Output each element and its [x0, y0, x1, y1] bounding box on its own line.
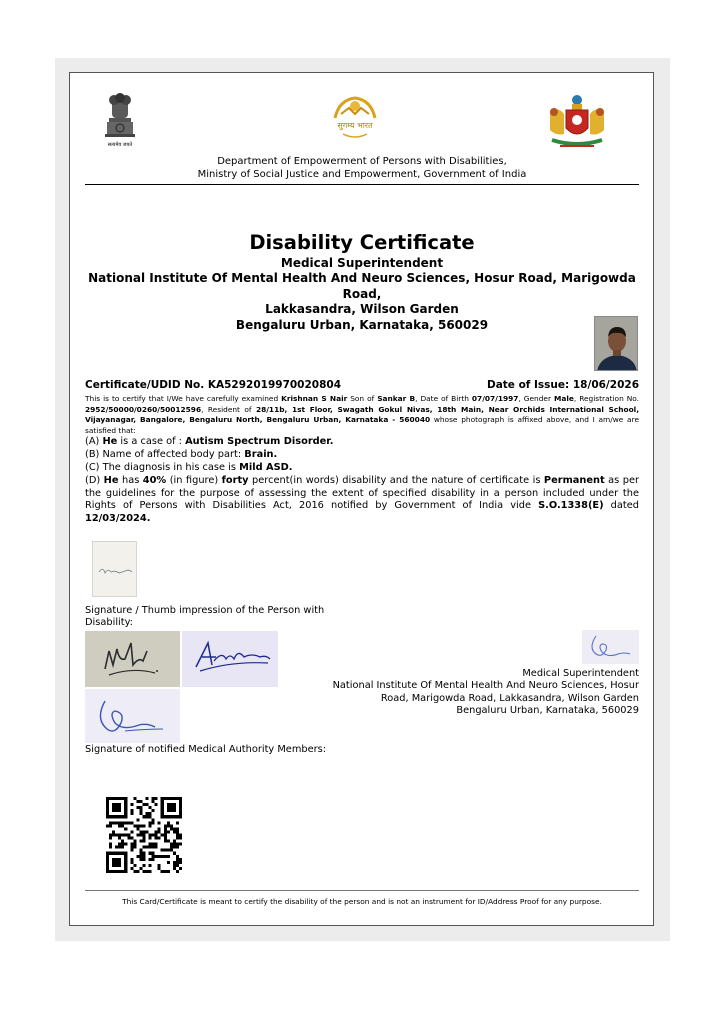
item-d [85, 475, 639, 525]
certificate-nature: Permanent [543, 475, 605, 486]
text: dated [603, 500, 639, 512]
applicant-photo [594, 316, 638, 371]
text: is a case of : [117, 436, 186, 447]
ms-title: Medical Superintendent [522, 668, 639, 679]
gender: Male [553, 394, 574, 403]
text: , Date of Birth [415, 394, 472, 403]
member-signature-3 [85, 689, 180, 743]
item-c [85, 462, 639, 474]
institute-line: Lakkasandra, Wilson Garden [265, 302, 459, 316]
text: has [118, 475, 143, 486]
ms-address-line: Bengaluru Urban, Karnataka, 560029 [456, 704, 639, 716]
footer-divider [85, 890, 639, 891]
disability-percent: 40% [142, 475, 167, 486]
registration-number: 2952/50000/0260/50012596 [85, 404, 202, 414]
issue-date: Date of Issue: 18/06/2026 [486, 379, 639, 391]
footer-note: This Card/Certificate is meant to certify the disability of the person and is not an instrument for ID/Address Proof for any purpose. [122, 897, 602, 906]
authority-title: Medical Superintendent [280, 256, 444, 270]
certification-paragraph [85, 394, 639, 436]
medical-superintendent-signature [582, 630, 639, 664]
text: (in figure) [166, 475, 222, 486]
text: This is to certify that I/We have carefully examined [85, 394, 282, 403]
karnataka-emblem-icon [542, 92, 612, 154]
text: Son of [347, 394, 378, 403]
father-name: Sankar B [377, 394, 416, 403]
institute-line: Bengaluru Urban, Karnataka, 560029 [235, 317, 489, 332]
text: , Resident of [201, 404, 256, 414]
text: (C) The diagnosis in his case is [85, 462, 240, 473]
svg-text:सत्यमेव जयते: सत्यमेव जयते [107, 142, 133, 148]
person-signature-label: Signature / Thumb impression of the Person with Disability: [85, 605, 325, 629]
diagnosis-condition: Autism Spectrum Disorder. [185, 436, 334, 447]
text: , Registration No. [573, 394, 639, 403]
text: as per the guidelines for the purpose of assessing the extent of specified disability in a person included under the Rights of Persons with Disabilities Act, 2016 notified by Government of India vide [85, 475, 640, 512]
affected-body-part: Brain. [244, 449, 278, 460]
text: (A) [85, 436, 103, 447]
text: percent(in words) disability and the nature of certificate is [248, 475, 544, 486]
medical-superintendent-block [330, 668, 639, 717]
diagnosis: Mild ASD. [239, 462, 293, 473]
notification-date: 12/03/2024. [85, 512, 151, 524]
ashoka-emblem-icon [100, 92, 140, 150]
pronoun: He [102, 436, 118, 447]
person-name: Krishnan S Nair [281, 394, 348, 403]
svg-text:सुगम्य भारत: सुगम्य भारत [337, 121, 373, 130]
member-signature-1 [85, 631, 180, 687]
date-of-birth: 07/07/1997 [471, 394, 519, 403]
pronoun: He [103, 475, 119, 486]
institute-line: National Institute Of Mental Health And Neuro Sciences, Hosur Road, Marigowda Road, [88, 271, 636, 301]
institute-address [82, 271, 642, 333]
department-header [85, 155, 639, 181]
department-line: Department of Empowerment of Persons with Disabilities, [217, 156, 507, 167]
notification-number: S.O.1338(E) [538, 500, 604, 512]
text: , Gender [518, 394, 554, 403]
authority-signature-label: Signature of notified Medical Authority Members: [85, 744, 327, 755]
header-divider [85, 184, 639, 185]
item-a [85, 436, 639, 448]
disability-percent-words: forty [221, 475, 249, 486]
ministry-line: Ministry of Social Justice and Empowerment, Government of India [197, 169, 527, 180]
person-signature-image [92, 541, 137, 597]
text: (D) [85, 475, 104, 486]
qr-code-icon[interactable] [106, 797, 182, 873]
certificate-title: Disability Certificate [249, 231, 475, 254]
ms-address-line: National Institute Of Mental Health And Neuro Sciences, Hosur [332, 680, 639, 692]
ms-address-line: Road, Marigowda Road, Lakkasandra, Wilson Garden [380, 692, 639, 704]
member-signature-2 [182, 631, 278, 687]
text: (B) Name of affected body part: [85, 449, 245, 460]
udid-number: Certificate/UDID No. KA5292019970020804 [85, 379, 342, 391]
accessible-india-logo-icon [329, 92, 381, 142]
item-b [85, 449, 639, 461]
resident-address: 28/11b, 1st Floor, Swagath Gokul Nivas, 18th Main, Near Orchids International School, Vijayanagar, Bangalore, Bengaluru North, Bengaluru Urban, Karnataka - 560040 [85, 404, 639, 424]
text: whose photograph is affixed above, and I am/we are satisfied that: [85, 415, 639, 435]
